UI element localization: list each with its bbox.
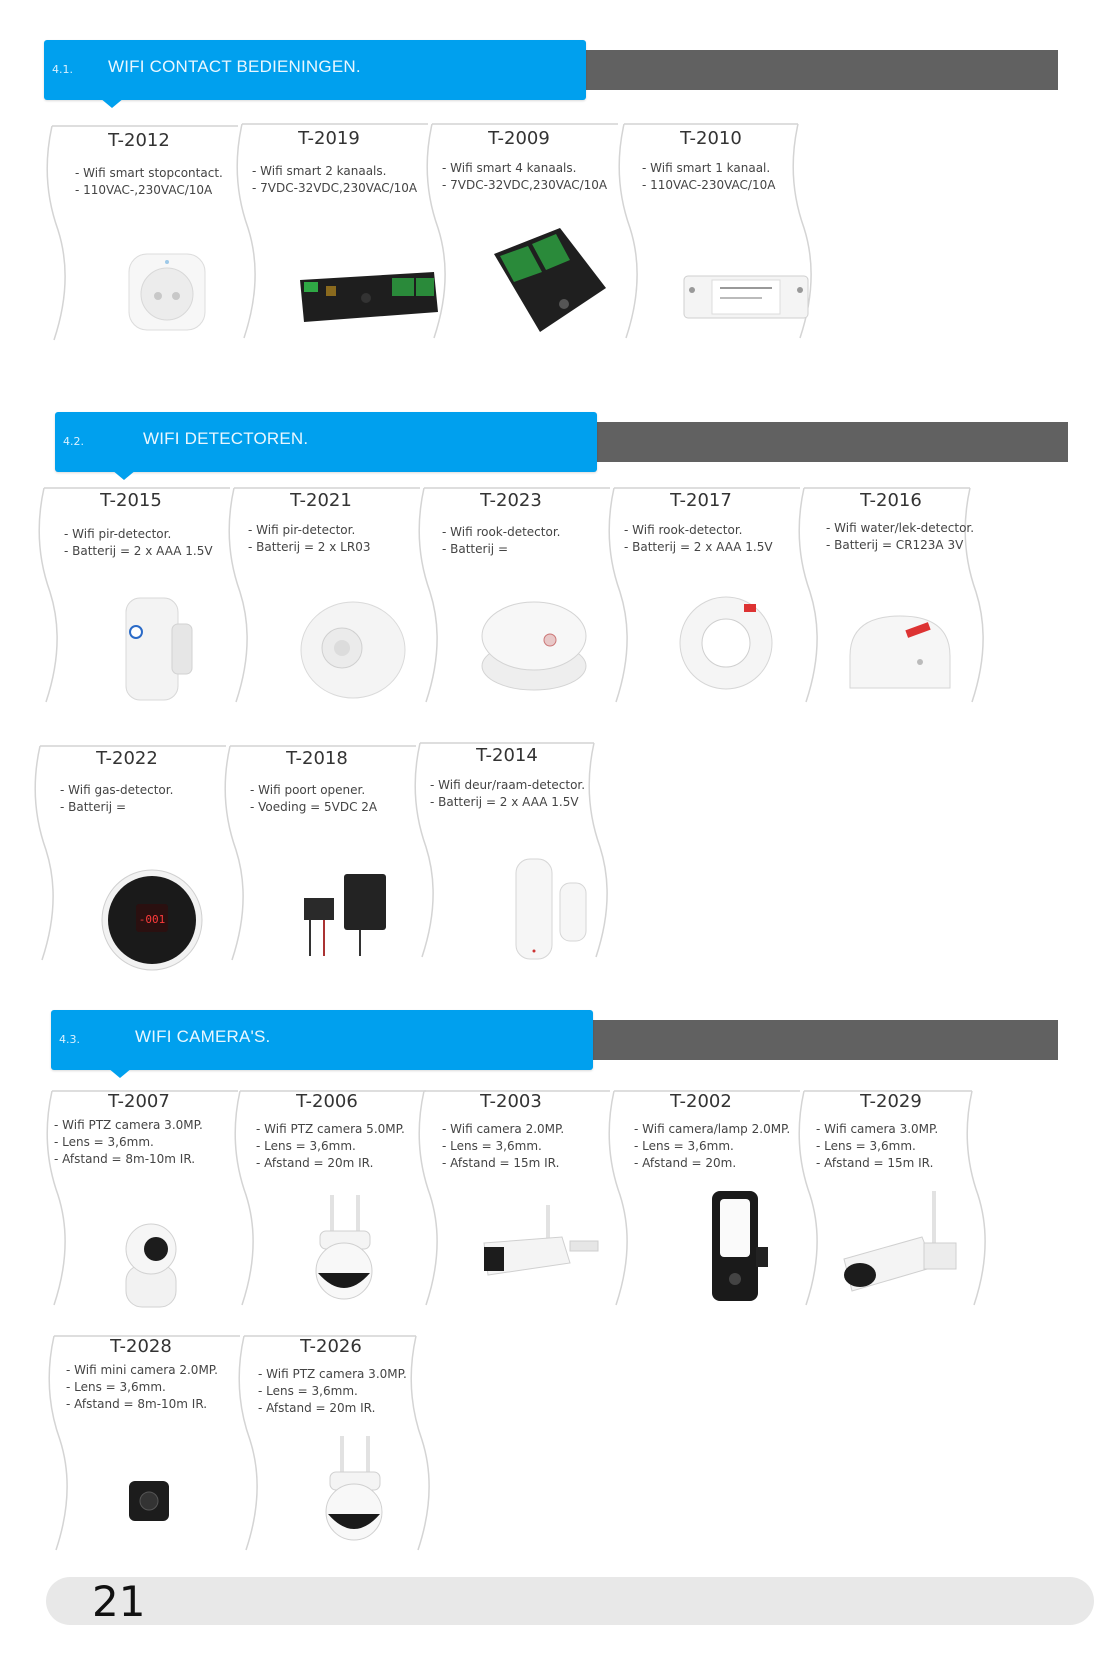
product-code: T-2010 <box>680 128 742 149</box>
outdoor-ptz-camera-icon <box>316 1432 392 1544</box>
section-header-notch <box>112 470 136 480</box>
product-code: T-2002 <box>670 1091 732 1112</box>
product-card-t2006 <box>228 1085 426 1310</box>
product-card-t2028 <box>42 1330 240 1555</box>
smart-plug-icon <box>125 250 209 334</box>
product-card-t2012 <box>40 120 238 345</box>
spec-line: - Batterij = 2 x LR03 <box>248 540 371 554</box>
section-header-label <box>44 40 586 100</box>
product-card-t2026 <box>232 1330 430 1555</box>
product-card-t2017 <box>602 482 800 707</box>
spec-line: - Lens = 3,6mm. <box>634 1139 734 1153</box>
section-number: 4.2. <box>63 435 84 448</box>
product-specs <box>64 526 213 560</box>
spec-line: - 110VAC-230VAC/10A <box>642 178 776 192</box>
section-header-cameras <box>0 1010 1118 1070</box>
product-specs <box>66 1362 218 1413</box>
mini-camera-icon <box>126 1478 172 1524</box>
product-specs <box>816 1121 938 1172</box>
spec-line: - Wifi PTZ camera 3.0MP. <box>54 1118 203 1132</box>
bullet-camera-icon <box>478 1201 602 1285</box>
spec-line: - Batterij = 2 x AAA 1.5V <box>624 540 773 554</box>
section-header-bar <box>580 50 1058 90</box>
section-number: 4.3. <box>59 1033 80 1046</box>
spec-line: - Batterij = <box>60 800 126 814</box>
section-title: WIFI CONTACT BEDIENINGEN. <box>108 57 361 76</box>
product-specs <box>252 163 417 197</box>
product-card-t2015 <box>32 482 230 707</box>
relay-board-icon <box>296 268 440 326</box>
spec-line: - Wifi camera 3.0MP. <box>816 1122 939 1136</box>
section-header-detectors <box>0 412 1118 472</box>
product-code: T-2021 <box>290 490 352 511</box>
spec-line: - Lens = 3,6mm. <box>258 1384 358 1398</box>
product-card-t2022 <box>28 740 226 965</box>
spec-line: - 7VDC-32VDC,230VAC/10A <box>442 178 608 192</box>
spec-line: - Wifi camera/lamp 2.0MP. <box>634 1122 791 1136</box>
spec-line: - Wifi poort opener. <box>250 783 366 797</box>
spec-line: - Wifi PTZ camera 5.0MP. <box>256 1122 405 1136</box>
product-code: T-2018 <box>286 748 348 769</box>
product-specs <box>250 782 377 816</box>
page-footer <box>46 1577 1094 1625</box>
product-card-t2023 <box>412 482 610 707</box>
product-specs <box>442 160 607 194</box>
spec-line: - Batterij = 2 x AAA 1.5V <box>64 544 213 558</box>
product-specs <box>256 1121 405 1172</box>
section-number: 4.1. <box>52 63 73 76</box>
spec-line: - Wifi smart 4 kanaals. <box>442 161 577 175</box>
product-code: T-2003 <box>480 1091 542 1112</box>
spec-line: - Lens = 3,6mm. <box>816 1139 916 1153</box>
product-specs <box>442 1121 564 1172</box>
spec-line: - Wifi smart stopcontact. <box>75 166 223 180</box>
outdoor-ptz-camera-icon <box>306 1191 382 1303</box>
spec-line: - Wifi smart 2 kanaals. <box>252 164 387 178</box>
product-specs <box>624 522 773 556</box>
product-specs <box>248 522 370 556</box>
spec-line: - Wifi rook-detector. <box>624 523 743 537</box>
product-code: T-2006 <box>296 1091 358 1112</box>
section-header-bar <box>590 422 1068 462</box>
product-card-t2016 <box>792 482 990 707</box>
door-sensor-icon <box>512 855 592 965</box>
pir-sensor-icon <box>122 594 196 704</box>
spec-line: - Lens = 3,6mm. <box>54 1135 154 1149</box>
product-code: T-2023 <box>480 490 542 511</box>
spec-line: - Afstand = 8m-10m IR. <box>54 1152 196 1166</box>
spec-line: - Afstand = 15m IR. <box>442 1156 560 1170</box>
product-specs <box>60 782 173 816</box>
section-header-label <box>55 412 597 472</box>
product-specs <box>642 160 775 194</box>
section-header-notch <box>108 1068 132 1078</box>
product-code: T-2017 <box>670 490 732 511</box>
spec-line: - 7VDC-32VDC,230VAC/10A <box>252 181 418 195</box>
section-title: WIFI CAMERA'S. <box>135 1027 271 1046</box>
spec-line: - Wifi pir-detector. <box>248 523 356 537</box>
spec-line: - Wifi PTZ camera 3.0MP. <box>258 1367 407 1381</box>
spec-line: - Wifi deur/raam-detector. <box>430 778 586 792</box>
product-specs <box>826 520 974 554</box>
section-header-notch <box>100 98 124 108</box>
spec-line: - Afstand = 15m IR. <box>816 1156 934 1170</box>
indoor-ptz-camera-icon <box>120 1221 182 1311</box>
spec-line: - Lens = 3,6mm. <box>66 1380 166 1394</box>
spec-line: - Wifi mini camera 2.0MP. <box>66 1363 218 1377</box>
smart-switch-icon <box>682 266 810 322</box>
product-code: T-2022 <box>96 748 158 769</box>
section-header-bar <box>584 1020 1058 1060</box>
product-card-t2014 <box>408 737 606 962</box>
product-code: T-2012 <box>108 130 170 151</box>
spec-line: - Lens = 3,6mm. <box>256 1139 356 1153</box>
spec-line: - Batterij = 2 x AAA 1.5V <box>430 795 579 809</box>
product-card-t2018 <box>218 740 416 965</box>
spec-line: - Wifi rook-detector. <box>442 525 561 539</box>
spec-line: - 110VAC-,230VAC/10A <box>75 183 213 197</box>
section-title: WIFI DETECTOREN. <box>143 429 309 448</box>
spec-line: - Batterij = <box>442 542 508 556</box>
spec-line: - Afstand = 20m. <box>634 1156 737 1170</box>
product-code: T-2016 <box>860 490 922 511</box>
svg-text:-001: -001 <box>138 913 166 926</box>
product-specs <box>430 777 585 811</box>
product-card-t2002 <box>602 1085 800 1310</box>
product-card-t2003 <box>412 1085 610 1310</box>
water-sensor-icon <box>844 610 956 694</box>
pir-dome-icon <box>298 600 408 700</box>
spec-line: - Wifi camera 2.0MP. <box>442 1122 565 1136</box>
product-specs <box>442 524 560 558</box>
spec-line: - Wifi pir-detector. <box>64 527 172 541</box>
product-specs <box>75 165 223 199</box>
product-code: T-2009 <box>488 128 550 149</box>
spec-line: - Afstand = 8m-10m IR. <box>66 1397 208 1411</box>
camera-lamp-icon <box>708 1187 772 1305</box>
product-code: T-2019 <box>298 128 360 149</box>
product-code: T-2007 <box>108 1091 170 1112</box>
smoke-detector-icon <box>478 596 590 696</box>
product-specs <box>258 1366 407 1417</box>
bullet-camera-icon <box>838 1187 962 1299</box>
product-card-t2010 <box>612 118 810 343</box>
spec-line: - Wifi smart 1 kanaal. <box>642 161 771 175</box>
product-code: T-2014 <box>476 745 538 766</box>
page-number: 21 <box>92 1577 146 1626</box>
gas-detector-icon <box>100 868 204 972</box>
spec-line: - Afstand = 20m IR. <box>256 1156 374 1170</box>
spec-line: - Voeding = 5VDC 2A <box>250 800 378 814</box>
gate-opener-icon <box>300 870 390 960</box>
product-card-t2019 <box>230 118 428 343</box>
product-card-t2029 <box>792 1085 990 1310</box>
spec-line: - Batterij = CR123A 3V <box>826 538 964 552</box>
smoke-detector-icon <box>674 594 778 692</box>
spec-line: - Wifi water/lek-detector. <box>826 521 975 535</box>
spec-line: - Afstand = 20m IR. <box>258 1401 376 1415</box>
spec-line: - Lens = 3,6mm. <box>442 1139 542 1153</box>
product-card-t2021 <box>222 482 420 707</box>
section-header-contact-controls <box>0 40 1118 100</box>
product-code: T-2028 <box>110 1336 172 1357</box>
product-card-t2009 <box>420 118 618 343</box>
product-card-t2007 <box>40 1085 238 1310</box>
product-code: T-2026 <box>300 1336 362 1357</box>
product-specs <box>634 1121 790 1172</box>
product-code: T-2015 <box>100 490 162 511</box>
section-header-label <box>51 1010 593 1070</box>
spec-line: - Wifi gas-detector. <box>60 783 174 797</box>
product-specs <box>54 1117 203 1168</box>
product-code: T-2029 <box>860 1091 922 1112</box>
relay-board-icon <box>490 224 610 336</box>
